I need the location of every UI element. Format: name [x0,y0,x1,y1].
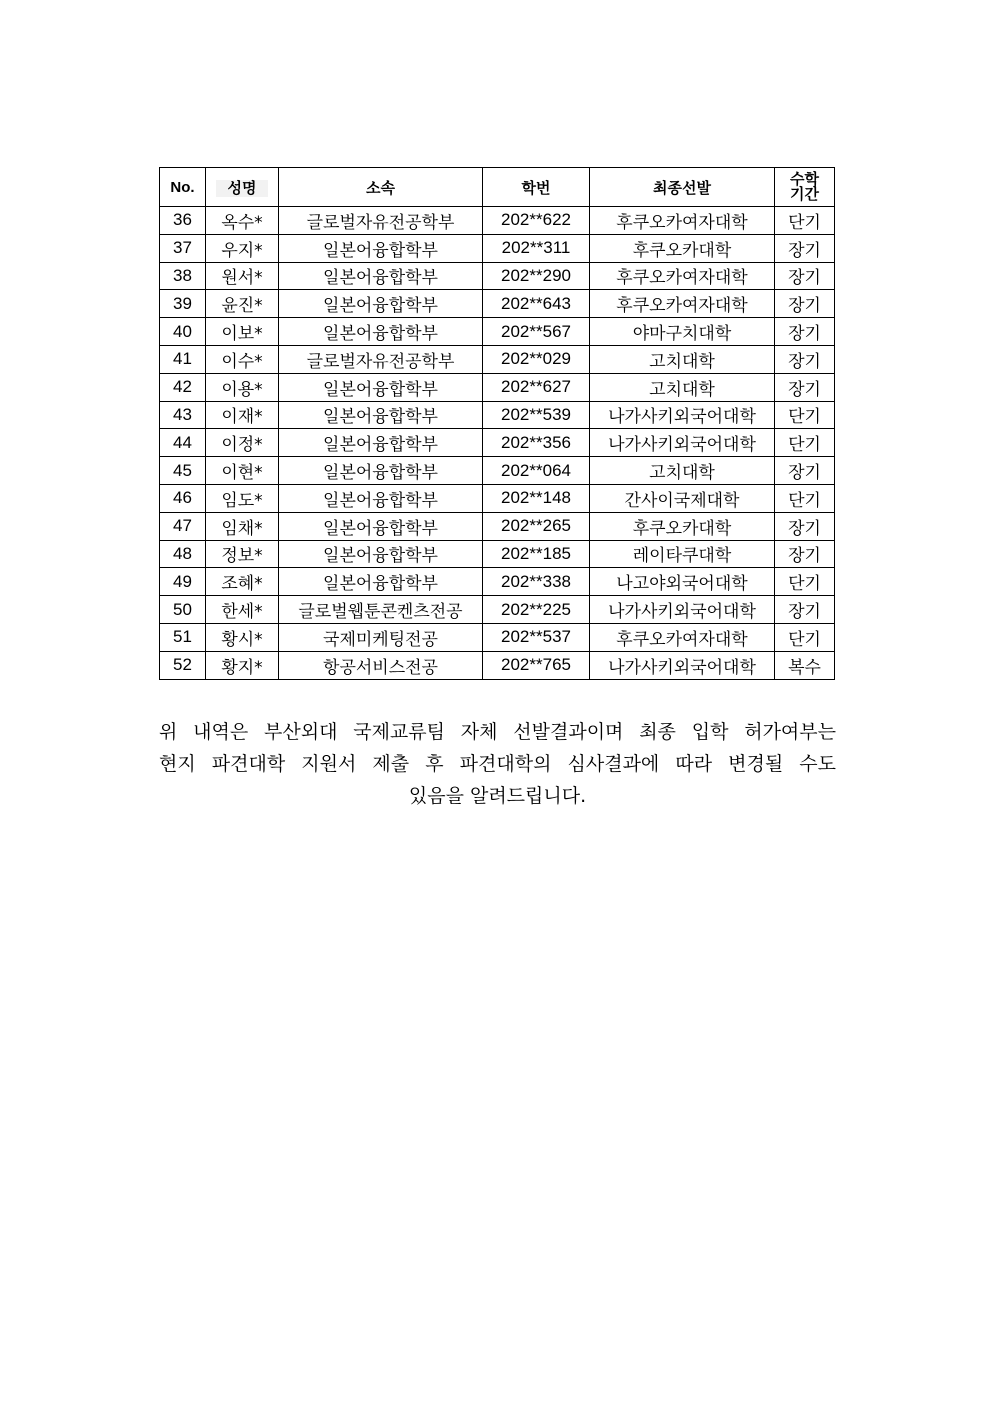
cell-department: 일본어융합학부 [279,234,483,262]
table-row [160,290,835,318]
cell-student-id: 202**537 [483,623,590,651]
cell-final-selection: 나고야외국어대학 [590,568,775,596]
cell-no: 52 [160,651,206,679]
notice-line-1: 위 내역은 부산외대 국제교류팀 자체 선발결과이며 최종 입학 허가여부는 [159,721,836,743]
cell-department: 글로벌자유전공학부 [279,345,483,373]
cell-no: 46 [160,484,206,512]
cell-student-id: 202**290 [483,262,590,290]
cell-final-selection: 야마구치대학 [590,318,775,346]
cell-final-selection: 후쿠오카여자대학 [590,623,775,651]
table-row [160,540,835,568]
cell-no: 42 [160,373,206,401]
cell-no: 47 [160,512,206,540]
cell-no: 50 [160,596,206,624]
notice-line-3: 있음을 알려드립니다. [408,785,587,807]
header-name [206,168,279,207]
table-row [160,401,835,429]
cell-name: 이현* [206,457,279,485]
cell-department: 일본어융합학부 [279,262,483,290]
cell-study-period: 단기 [775,484,835,512]
cell-study-period: 장기 [775,262,835,290]
cell-department: 항공서비스전공 [279,651,483,679]
cell-department: 일본어융합학부 [279,429,483,457]
cell-name: 황지* [206,651,279,679]
table-row [160,345,835,373]
cell-name: 우지* [206,234,279,262]
cell-student-id: 202**338 [483,568,590,596]
cell-study-period: 장기 [775,457,835,485]
cell-student-id: 202**627 [483,373,590,401]
header-study-period [775,168,835,207]
cell-name: 원서* [206,262,279,290]
cell-name: 임도* [206,484,279,512]
table-body [160,207,835,680]
cell-name: 이정* [206,429,279,457]
cell-student-id: 202**311 [483,234,590,262]
cell-study-period: 장기 [775,290,835,318]
table-row [160,373,835,401]
cell-name: 옥수* [206,207,279,235]
cell-study-period: 장기 [775,345,835,373]
cell-final-selection: 고치대학 [590,345,775,373]
header-department: 소속 [279,168,483,207]
header-name-label: 성명 [216,180,269,197]
cell-department: 일본어융합학부 [279,512,483,540]
cell-no: 39 [160,290,206,318]
cell-no: 43 [160,401,206,429]
cell-no: 41 [160,345,206,373]
cell-department: 일본어융합학부 [279,568,483,596]
cell-study-period: 단기 [775,623,835,651]
cell-no: 44 [160,429,206,457]
header-student-id: 학번 [483,168,590,207]
table-row [160,484,835,512]
cell-department: 글로벌자유전공학부 [279,207,483,235]
cell-name: 임채* [206,512,279,540]
cell-final-selection: 나가사키외국어대학 [590,596,775,624]
header-final-selection: 최종선발 [590,168,775,207]
cell-study-period: 장기 [775,318,835,346]
table-row [160,318,835,346]
table-header-row [160,168,835,207]
cell-student-id: 202**029 [483,345,590,373]
table-row [160,429,835,457]
cell-final-selection: 고치대학 [590,373,775,401]
cell-study-period: 장기 [775,596,835,624]
cell-student-id: 202**064 [483,457,590,485]
table-row [160,512,835,540]
cell-no: 36 [160,207,206,235]
table-row [160,568,835,596]
table-row [160,457,835,485]
cell-name: 이보* [206,318,279,346]
cell-student-id: 202**356 [483,429,590,457]
cell-final-selection: 나가사키외국어대학 [590,651,775,679]
cell-final-selection: 나가사키외국어대학 [590,401,775,429]
cell-final-selection: 후쿠오카대학 [590,512,775,540]
cell-name: 조혜* [206,568,279,596]
cell-final-selection: 레이타쿠대학 [590,540,775,568]
cell-name: 정보* [206,540,279,568]
cell-no: 48 [160,540,206,568]
notice-line-2: 현지 파견대학 지원서 제출 후 파견대학의 심사결과에 따라 변경될 수도 [159,753,836,775]
cell-no: 49 [160,568,206,596]
cell-department: 일본어융합학부 [279,484,483,512]
cell-name: 이용* [206,373,279,401]
cell-study-period: 장기 [775,373,835,401]
cell-student-id: 202**265 [483,512,590,540]
table-row [160,207,835,235]
cell-final-selection: 고치대학 [590,457,775,485]
table-row [160,234,835,262]
cell-name: 황시* [206,623,279,651]
cell-no: 37 [160,234,206,262]
cell-department: 일본어융합학부 [279,401,483,429]
cell-study-period: 단기 [775,401,835,429]
cell-no: 51 [160,623,206,651]
cell-department: 일본어융합학부 [279,457,483,485]
cell-study-period: 단기 [775,429,835,457]
cell-final-selection: 나가사키외국어대학 [590,429,775,457]
header-no: No. [160,168,206,207]
table-row [160,596,835,624]
cell-name: 이재* [206,401,279,429]
cell-student-id: 202**643 [483,290,590,318]
cell-student-id: 202**539 [483,401,590,429]
cell-name: 이수* [206,345,279,373]
cell-department: 글로벌웹툰콘켄츠전공 [279,596,483,624]
cell-department: 일본어융합학부 [279,318,483,346]
cell-no: 45 [160,457,206,485]
cell-no: 38 [160,262,206,290]
cell-student-id: 202**148 [483,484,590,512]
cell-final-selection: 후쿠오카여자대학 [590,262,775,290]
cell-final-selection: 후쿠오카여자대학 [590,290,775,318]
cell-department: 일본어융합학부 [279,540,483,568]
cell-student-id: 202**622 [483,207,590,235]
cell-department: 일본어융합학부 [279,373,483,401]
cell-department: 일본어융합학부 [279,290,483,318]
cell-name: 한세* [206,596,279,624]
cell-student-id: 202**185 [483,540,590,568]
cell-student-id: 202**765 [483,651,590,679]
cell-no: 40 [160,318,206,346]
cell-student-id: 202**567 [483,318,590,346]
cell-study-period: 장기 [775,512,835,540]
header-study-period-line1: 수학 [790,171,819,188]
cell-final-selection: 간사이국제대학 [590,484,775,512]
notice-paragraph [159,716,836,812]
cell-final-selection: 후쿠오카대학 [590,234,775,262]
cell-final-selection: 후쿠오카여자대학 [590,207,775,235]
cell-name: 윤진* [206,290,279,318]
table-row [160,623,835,651]
cell-study-period: 단기 [775,207,835,235]
cell-study-period: 복수 [775,651,835,679]
cell-study-period: 장기 [775,540,835,568]
cell-study-period: 장기 [775,234,835,262]
header-study-period-line2: 기간 [790,186,819,203]
cell-study-period: 단기 [775,568,835,596]
table-row [160,651,835,679]
cell-student-id: 202**225 [483,596,590,624]
table-row [160,262,835,290]
cell-department: 국제미케팅전공 [279,623,483,651]
selection-results-table [159,167,835,680]
